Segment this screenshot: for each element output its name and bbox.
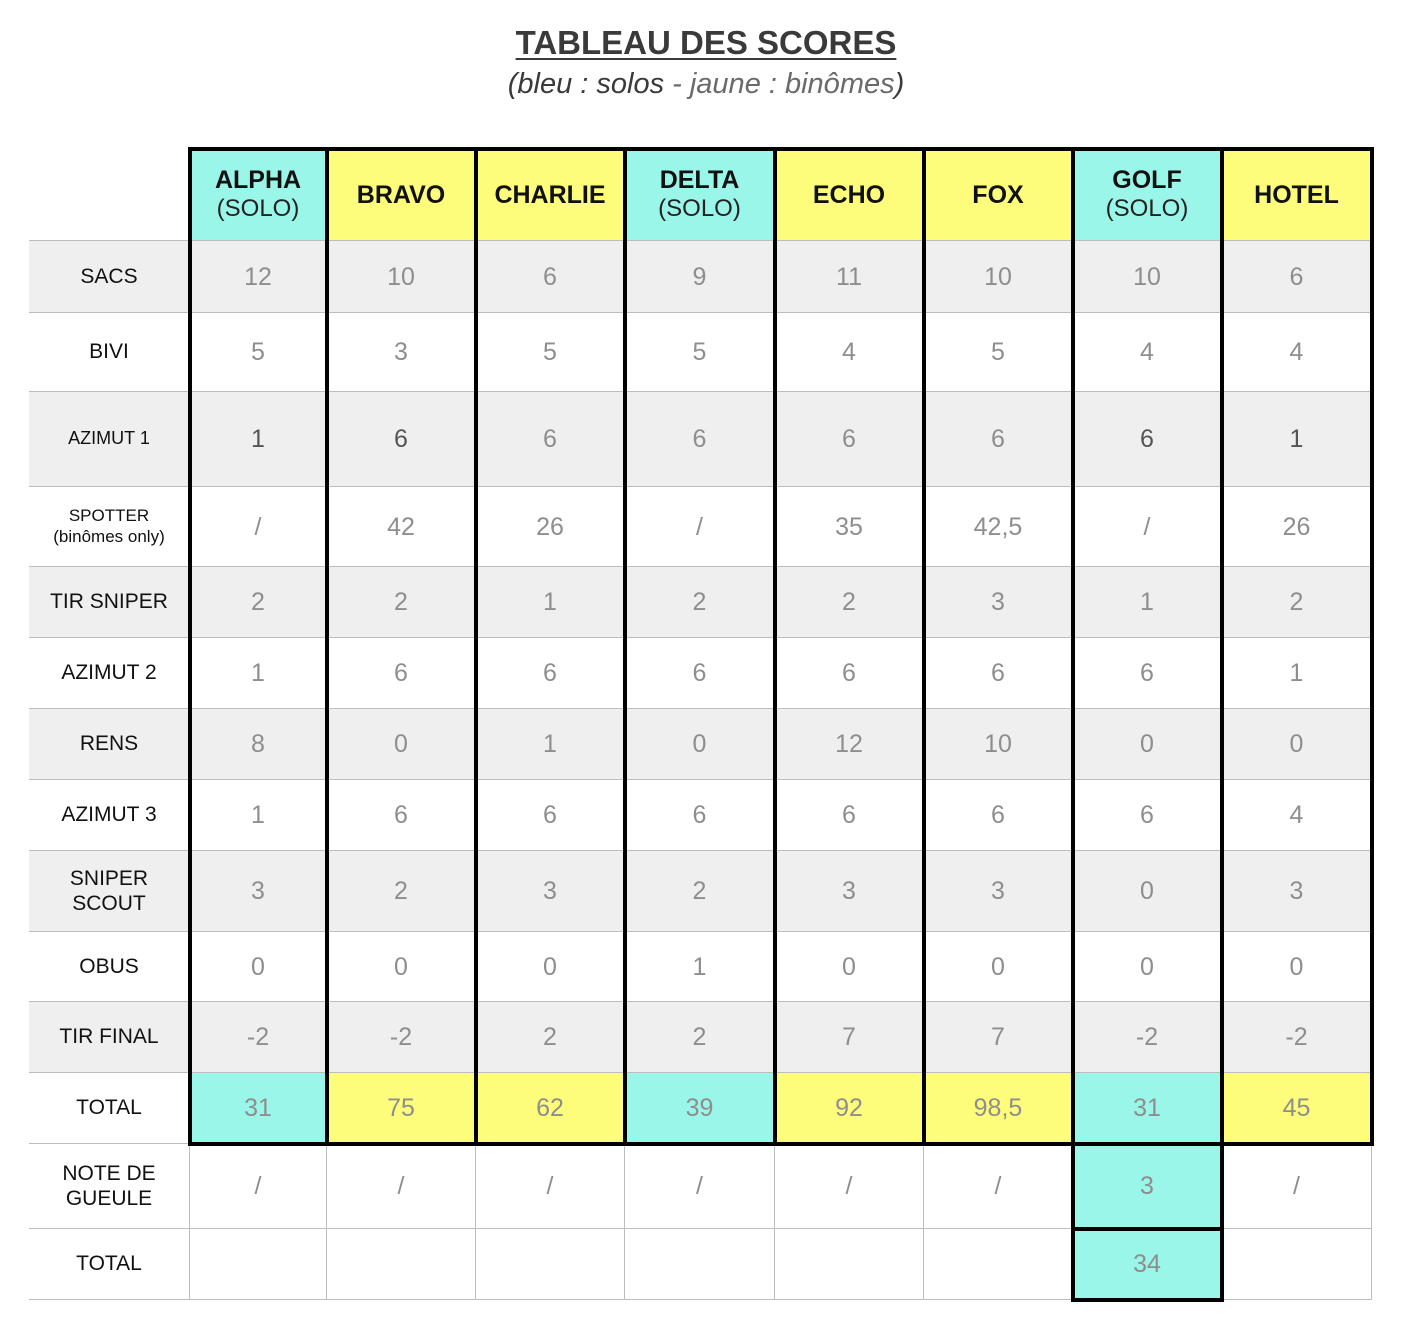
score-cell (625, 932, 775, 1002)
team-header-echo (775, 149, 924, 241)
subtitle-solo: bleu : solos (517, 68, 665, 100)
score-value: 6 (543, 659, 557, 687)
score-value: 1 (1289, 659, 1304, 687)
score-cell (1222, 313, 1372, 392)
score-value: 0 (1140, 877, 1154, 905)
page-title: TABLEAU DES SCORES (515, 24, 897, 61)
score-cell (924, 1229, 1073, 1300)
team-name: ECHO (812, 180, 886, 209)
score-cell (924, 1144, 1073, 1229)
row-label-text: TOTAL (76, 1252, 142, 1276)
team-header-fox (924, 149, 1073, 241)
row-label-subtext: (binômes only) (53, 526, 165, 546)
score-value: 5 (991, 338, 1005, 366)
row-label-text: SPOTTER (68, 506, 150, 526)
row-label-subtext: GUEULE (65, 1187, 153, 1210)
score-cell (1222, 638, 1372, 709)
score-cell (190, 932, 327, 1002)
score-value: 0 (394, 952, 408, 981)
score-value: 2 (842, 588, 856, 616)
score-value: 6 (842, 801, 856, 829)
score-value: 6 (543, 262, 557, 291)
score-cell (1222, 567, 1372, 638)
team-header-bravo (327, 149, 476, 241)
team-name: GOLF (1112, 166, 1182, 195)
score-cell (924, 638, 1073, 709)
score-cell (625, 313, 775, 392)
score-value: 26 (1282, 512, 1311, 541)
score-cell (476, 932, 625, 1002)
team-type-label: (SOLO) (658, 195, 741, 223)
score-cell (775, 709, 924, 780)
score-value: / (1293, 1172, 1300, 1200)
score-value: 4 (1140, 338, 1154, 366)
score-value: 10 (984, 730, 1012, 758)
score-value: 6 (692, 801, 707, 829)
score-cell (1222, 932, 1372, 1002)
score-value: 62 (536, 1094, 564, 1122)
row-label-text: BIVI (89, 340, 129, 364)
row-label (29, 709, 190, 780)
row-label-text: RENS (79, 732, 139, 756)
score-value: 10 (984, 262, 1012, 291)
score-value: 8 (251, 730, 265, 758)
score-cell (625, 487, 775, 567)
score-cell (1073, 709, 1222, 780)
score-cell (327, 709, 476, 780)
score-cell (1222, 1229, 1372, 1300)
score-value: 0 (251, 952, 265, 981)
total-cell (775, 1073, 924, 1144)
score-value: 9 (692, 262, 707, 291)
row-label-text: AZIMUT 1 (68, 428, 150, 449)
row-label-text: AZIMUT 3 (61, 803, 157, 827)
score-cell (775, 392, 924, 487)
score-value: -2 (389, 1023, 413, 1051)
score-value: 39 (685, 1094, 714, 1122)
total-cell (924, 1073, 1073, 1144)
row-label (29, 392, 190, 487)
score-cell (327, 638, 476, 709)
score-cell (775, 1229, 924, 1300)
score-value: 3 (543, 877, 557, 905)
score-cell (476, 567, 625, 638)
score-value: 6 (543, 801, 557, 829)
score-value: 1 (1289, 425, 1304, 453)
team-header-charlie (476, 149, 625, 241)
total-cell (1073, 1073, 1222, 1144)
score-cell (327, 241, 476, 313)
score-value: 0 (842, 952, 856, 981)
score-value: 6 (543, 425, 557, 453)
score-value: 2 (251, 588, 265, 616)
score-value: 1 (1140, 588, 1154, 616)
total-cell (625, 1073, 775, 1144)
score-value: 3 (991, 588, 1005, 616)
score-value: 75 (387, 1094, 415, 1122)
team-name: ALPHA (214, 166, 302, 195)
score-cell (190, 313, 327, 392)
score-value: 6 (991, 801, 1005, 829)
score-cell (327, 487, 476, 567)
row-label (29, 1073, 190, 1144)
score-value: 42,5 (973, 512, 1023, 541)
score-cell (1222, 851, 1372, 932)
score-cell (476, 1229, 625, 1300)
score-cell (625, 1002, 775, 1073)
team-name: CHARLIE (494, 180, 606, 209)
score-cell (190, 851, 327, 932)
total-cell (476, 1073, 625, 1144)
score-value: 6 (394, 801, 408, 829)
score-value: 6 (1289, 262, 1304, 291)
score-cell (1073, 487, 1222, 567)
score-cell (1222, 487, 1372, 567)
score-cell (625, 392, 775, 487)
score-value: 92 (835, 1094, 863, 1122)
score-value: 5 (543, 338, 557, 366)
score-value: 6 (991, 659, 1005, 687)
row-label (29, 487, 190, 567)
score-cell (924, 487, 1073, 567)
score-cell (924, 392, 1073, 487)
score-cell (1073, 851, 1222, 932)
row-label (29, 567, 190, 638)
score-cell (625, 638, 775, 709)
score-value: 31 (1133, 1094, 1161, 1122)
team-header-hotel (1222, 149, 1372, 241)
score-cell (775, 487, 924, 567)
score-value: 1 (543, 588, 557, 616)
score-cell (1073, 241, 1222, 313)
score-value: 2 (394, 877, 408, 905)
team-header-delta (625, 149, 775, 241)
team-name: FOX (972, 180, 1024, 209)
score-value: 35 (835, 512, 863, 541)
row-label-text: SACS (80, 264, 138, 288)
score-value: 5 (692, 338, 707, 366)
score-cell (1073, 1229, 1222, 1300)
score-cell (625, 1229, 775, 1300)
score-value: 98,5 (973, 1094, 1023, 1122)
score-cell (1073, 567, 1222, 638)
score-cell (190, 709, 327, 780)
score-cell (625, 851, 775, 932)
score-value: 3 (1289, 877, 1304, 905)
score-cell (1222, 1144, 1372, 1229)
score-cell (476, 851, 625, 932)
score-cell (1073, 313, 1222, 392)
score-value: 12 (835, 730, 863, 758)
team-name: DELTA (659, 166, 740, 195)
score-cell (190, 1229, 327, 1300)
score-value: 0 (692, 730, 707, 758)
score-cell (327, 932, 476, 1002)
score-cell (924, 851, 1073, 932)
score-cell (775, 932, 924, 1002)
score-cell (476, 241, 625, 313)
score-value: -2 (246, 1023, 270, 1051)
score-cell (476, 638, 625, 709)
score-cell (327, 313, 476, 392)
score-value: 6 (1140, 425, 1154, 453)
score-cell (924, 567, 1073, 638)
row-label-text: TIR SNIPER (50, 590, 168, 614)
score-value: 12 (244, 262, 272, 291)
score-cell (775, 241, 924, 313)
score-cell (775, 851, 924, 932)
score-cell (775, 1144, 924, 1229)
score-value: 2 (692, 877, 707, 905)
score-value: 6 (842, 659, 856, 687)
score-value: / (1143, 512, 1151, 541)
score-value: 2 (543, 1023, 557, 1051)
score-cell (327, 1229, 476, 1300)
score-cell (190, 1144, 327, 1229)
score-value: 10 (1133, 262, 1161, 291)
score-cell (190, 638, 327, 709)
score-cell (625, 780, 775, 851)
score-cell (190, 1002, 327, 1073)
score-cell (327, 1002, 476, 1073)
team-name: BRAVO (356, 180, 446, 209)
subtitle-separator: - (664, 68, 690, 100)
row-label-text: TIR FINAL (59, 1025, 159, 1049)
score-value: 0 (1140, 730, 1154, 758)
row-label (29, 1002, 190, 1073)
score-value: 34 (1133, 1250, 1161, 1278)
score-cell (1073, 780, 1222, 851)
score-value: 31 (244, 1094, 272, 1122)
score-value: 7 (991, 1023, 1005, 1051)
row-label-text: SNIPER (69, 866, 149, 890)
score-value: 11 (836, 262, 862, 291)
score-value: 4 (842, 338, 856, 366)
score-value: 3 (1140, 1172, 1154, 1200)
score-cell (775, 1002, 924, 1073)
score-value: -2 (1135, 1023, 1159, 1051)
score-cell (924, 932, 1073, 1002)
score-value: 2 (692, 1023, 707, 1051)
score-cell (190, 241, 327, 313)
subtitle-close: ) (894, 68, 905, 100)
score-cell (924, 313, 1073, 392)
score-value: 45 (1282, 1094, 1311, 1122)
score-value: 0 (1289, 952, 1304, 981)
score-cell (327, 1144, 476, 1229)
score-value: 26 (536, 512, 564, 541)
score-value: 6 (394, 659, 408, 687)
score-value: / (546, 1172, 554, 1200)
score-cell (190, 392, 327, 487)
score-cell (476, 487, 625, 567)
score-cell (625, 241, 775, 313)
score-value: 6 (692, 425, 707, 453)
row-label (29, 851, 190, 932)
row-label (29, 932, 190, 1002)
row-label (29, 1229, 190, 1300)
score-value: 4 (1289, 801, 1304, 829)
score-value: 3 (394, 338, 408, 366)
score-cell (1073, 638, 1222, 709)
score-value: 6 (991, 425, 1005, 453)
score-cell (924, 709, 1073, 780)
score-cell (1073, 392, 1222, 487)
score-value: 0 (1289, 730, 1304, 758)
score-value: 6 (842, 425, 856, 453)
score-cell (476, 780, 625, 851)
score-cell (924, 1002, 1073, 1073)
score-value: 2 (692, 588, 707, 616)
score-cell (476, 709, 625, 780)
score-value: 3 (251, 877, 265, 905)
score-value: 3 (991, 877, 1005, 905)
row-label (29, 313, 190, 392)
score-value: 4 (1289, 338, 1304, 366)
row-label (29, 241, 190, 313)
score-value: 6 (1140, 659, 1154, 687)
score-value: / (397, 1172, 405, 1200)
score-value: 0 (394, 730, 408, 758)
score-cell (625, 567, 775, 638)
row-label (29, 1144, 190, 1229)
header-corner-cell (29, 149, 190, 241)
score-cell (625, 709, 775, 780)
score-cell (775, 567, 924, 638)
team-header-golf (1073, 149, 1222, 241)
score-value: 10 (387, 262, 415, 291)
team-header-alpha (190, 149, 327, 241)
score-value: 2 (1289, 588, 1304, 616)
score-cell (476, 1144, 625, 1229)
score-cell (1222, 241, 1372, 313)
score-value: 1 (251, 425, 265, 453)
score-value: 1 (543, 730, 557, 758)
score-value: / (994, 1172, 1002, 1200)
score-cell (327, 392, 476, 487)
score-cell (1222, 1002, 1372, 1073)
score-cell (1222, 709, 1372, 780)
score-value: 6 (1140, 801, 1154, 829)
total-cell (327, 1073, 476, 1144)
score-value: -2 (1285, 1023, 1308, 1051)
row-label-text: AZIMUT 2 (61, 661, 157, 685)
score-cell (775, 313, 924, 392)
score-cell (327, 851, 476, 932)
score-value: 1 (692, 952, 707, 981)
score-cell (476, 313, 625, 392)
team-type-label: (SOLO) (216, 195, 300, 223)
score-value: / (254, 512, 262, 541)
team-name: HOTEL (1254, 180, 1339, 209)
score-cell (1073, 1002, 1222, 1073)
row-label-text: TOTAL (76, 1096, 142, 1120)
score-cell (190, 567, 327, 638)
total-cell (190, 1073, 327, 1144)
score-cell (775, 638, 924, 709)
score-value: / (696, 512, 703, 541)
score-value: 0 (991, 952, 1005, 981)
score-value: / (254, 1172, 262, 1200)
score-value: 5 (251, 338, 265, 366)
score-cell (327, 780, 476, 851)
score-value: 0 (543, 952, 557, 981)
score-value: 6 (692, 659, 707, 687)
score-cell (625, 1144, 775, 1229)
score-value: 42 (387, 512, 415, 541)
score-cell (924, 780, 1073, 851)
score-value: 1 (251, 659, 265, 687)
score-cell (924, 241, 1073, 313)
score-value: 0 (1140, 952, 1154, 981)
row-label-text: NOTE DE (62, 1161, 156, 1185)
score-cell (1073, 1144, 1222, 1229)
score-value: / (845, 1172, 853, 1200)
score-cell (476, 392, 625, 487)
row-label (29, 780, 190, 851)
score-cell (775, 780, 924, 851)
score-cell (190, 780, 327, 851)
score-value: 2 (394, 588, 408, 616)
row-label-text: OBUS (79, 954, 139, 978)
score-value: 3 (842, 877, 856, 905)
score-cell (1073, 932, 1222, 1002)
score-value: 6 (394, 425, 408, 453)
subtitle-open: ( (507, 68, 518, 100)
score-cell (476, 1002, 625, 1073)
team-type-label: (SOLO) (1105, 195, 1189, 223)
subtitle-pair: jaune : binômes (689, 68, 895, 100)
total-cell (1222, 1073, 1372, 1144)
score-value: / (696, 1172, 703, 1200)
row-label-subtext: SCOUT (72, 892, 146, 915)
row-label (29, 638, 190, 709)
score-value: 7 (842, 1023, 856, 1051)
score-cell (1222, 392, 1372, 487)
score-cell (327, 567, 476, 638)
score-value: 1 (251, 801, 265, 829)
score-cell (1222, 780, 1372, 851)
score-cell (190, 487, 327, 567)
